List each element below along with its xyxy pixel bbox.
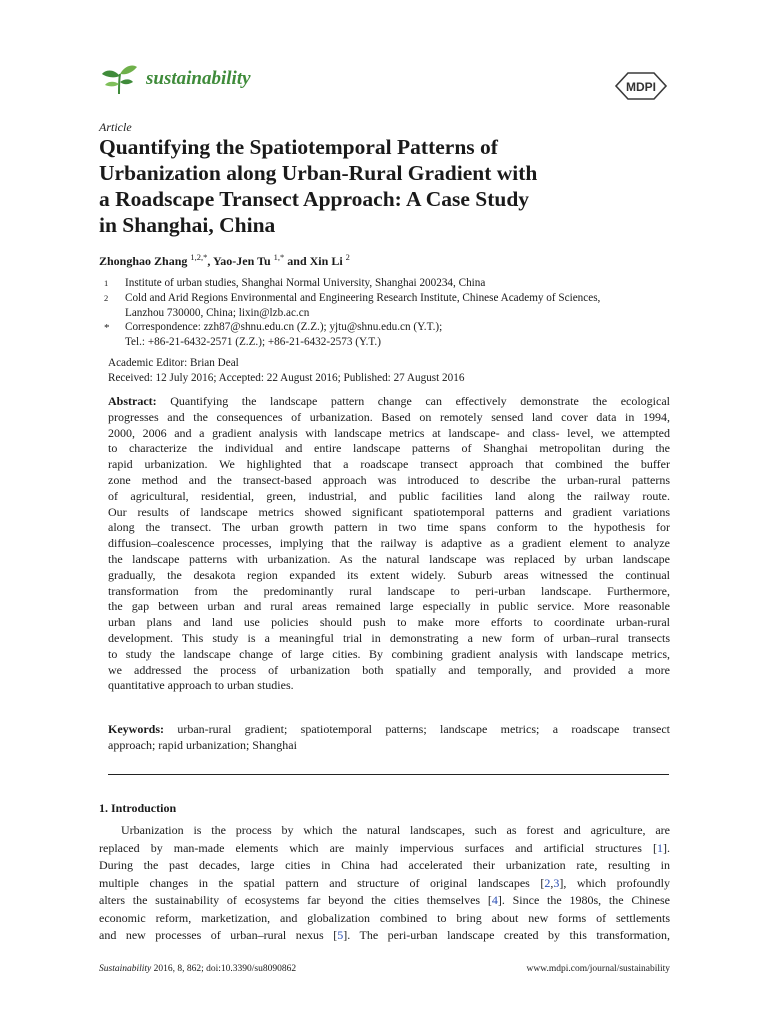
title-line: Urbanization along Urban-Rural Gradient with xyxy=(99,161,538,185)
intro-line-0 xyxy=(99,822,670,840)
abstract-line: the gap between urban and rural areas remained large especially in public service. More reasonable xyxy=(108,599,670,614)
mdpi-logo-text: MDPI xyxy=(626,80,656,94)
citation-footer xyxy=(99,964,296,974)
introduction-paragraph xyxy=(99,822,670,945)
abstract-line: the landscape patterns with urbanization. As the natural landscape was replaced by urban landscape xyxy=(108,551,670,566)
correspondence-cont xyxy=(0,335,768,351)
section-heading-introduction: 1. Introduction xyxy=(99,801,177,815)
abstract-line: gradually, the desakota region expanded its extent widely. Suburb areas witnessed the continual xyxy=(108,567,670,582)
section-divider xyxy=(108,774,669,775)
author-name: Xin Li xyxy=(309,254,343,268)
intro-text: multiple changes in the spatial pattern and structure of original landscapes [ xyxy=(99,875,545,890)
abstract xyxy=(108,394,670,694)
correspondence xyxy=(0,320,768,336)
intro-line-5 xyxy=(99,910,670,928)
citation-ref-link[interactable]: 1 xyxy=(657,840,663,855)
citation-details: 2016, 8, 862; doi:10.3390/su8090862 xyxy=(151,964,297,974)
author-affil: 1,2,* xyxy=(190,252,208,262)
abstract-line: zone method and the transect-based approach was introduced to describe the urban-rural patterns xyxy=(108,472,670,487)
keywords-line: approach; rapid urbanization; Shanghai xyxy=(108,737,297,752)
intro-text: ]. The peri-urban landscape created by this transformation, xyxy=(343,928,670,942)
keywords-line: Keywords: urban-rural gradient; spatiotemporal patterns; landscape metrics; a roadscape transect xyxy=(108,722,671,736)
author-list: Zhonghao Zhang $^{1,2,*}$, Yao-Jen Tu $^{1,*}$ and Xin Li $^2$ xyxy=(99,252,350,268)
citation-ref-link[interactable]: 4 xyxy=(491,893,498,907)
intro-line-2 xyxy=(99,857,670,875)
intro-text: ], which profoundly xyxy=(559,875,670,890)
journal-url-link[interactable]: www.mdpi.com/journal/sustainability xyxy=(526,964,670,974)
intro-text: ]. Since the 1980s, the Chinese xyxy=(497,893,670,907)
intro-line-1 xyxy=(99,840,670,858)
abstract-line: along the transect. The urban growth pattern in two time spans conform to the hypothesis for xyxy=(108,520,670,535)
sustainability-logo xyxy=(99,62,139,96)
title-line: a Roadscape Transect Approach: A Case Study xyxy=(99,187,530,211)
abstract-line: to characterize the individual and entire landscape patterns of Shanghai metropolitan during the xyxy=(108,441,670,456)
abstract-line: Abstract: Quantifying the landscape pattern change can effectively demonstrate the ecological xyxy=(108,394,670,408)
abstract-line: Our results of landscape metrics showed significant spatiotemporal patterns and gradient variations xyxy=(108,504,670,519)
affiliation-number: 1 xyxy=(104,278,109,288)
article-type: Article xyxy=(99,120,132,134)
affiliation-text: Lanzhou 730000, China; lixin@lzb.ac.cn xyxy=(125,307,310,319)
affiliation-1 xyxy=(0,276,768,292)
intro-text: , xyxy=(550,875,554,890)
intro-text: replaced by man-made elements which are mainly impervious surfaces and artificial structures [ xyxy=(99,840,657,855)
abstract-line: quantitative approach to urban studies. xyxy=(108,678,294,693)
abstract-line: urban plans and land use policies should push to make more efforts to coordinate urban-rural xyxy=(108,615,670,630)
author-affil: 1,* xyxy=(273,252,285,262)
citation-ref-link[interactable]: 5 xyxy=(337,928,344,942)
abstract-line: progresses and the consequences of urbanization. Based on remotely sensed land cover data in 1994, xyxy=(108,409,670,424)
author-name: Zhonghao Zhang xyxy=(99,254,188,268)
affiliation-text: Institute of urban studies, Shanghai Normal University, Shanghai 200234, China xyxy=(125,277,486,289)
affiliation-number: 2 xyxy=(104,293,109,303)
academic-editor: Academic Editor: Brian Deal xyxy=(108,357,239,369)
author-name: Yao-Jen Tu xyxy=(212,254,271,268)
intro-text: ]. xyxy=(663,840,670,855)
abstract-line: rapid urbanization. We highlighted that a roadscape transect approach that combined the buffer xyxy=(108,457,670,472)
intro-text: alters the sustainability of ecosystems far beyond the cities themselves [ xyxy=(99,893,492,907)
abstract-line: development. This study is a meaningful trial in demonstrating a new form of urban–rural transects xyxy=(108,630,670,645)
intro-text: economic reform, marketization, and globalization combined to bring about new forms of settlements xyxy=(99,910,670,925)
article-title xyxy=(99,134,679,238)
intro-text: and new processes of urban–rural nexus [ xyxy=(99,928,338,942)
keywords-label: Keywords: xyxy=(108,722,164,736)
author-affil: 2 xyxy=(345,252,350,262)
intro-text: Urbanization is the process by which the natural landscapes, such as forest and agriculture, are xyxy=(121,823,670,837)
title-line: Quantifying the Spatiotemporal Patterns of xyxy=(99,135,498,159)
abstract-line: of agricultural, residential, green, industrial, and public facilities land along the railway route. xyxy=(108,488,670,503)
intro-line-4 xyxy=(99,892,670,910)
affiliation-2 xyxy=(0,291,768,307)
keywords xyxy=(108,722,670,754)
intro-line-6 xyxy=(99,927,670,945)
title-line: in Shanghai, China xyxy=(99,213,276,237)
intro-line-3 xyxy=(99,875,670,893)
abstract-line: 2000, 2006 and a gradient analysis with landscape metrics at landscape- and class- level, we attempted xyxy=(108,425,670,440)
abstract-line: transformation from the predominantly rural landscape to peri-urban landscape. Furthermore, xyxy=(108,583,670,598)
publication-dates: Received: 12 July 2016; Accepted: 22 August 2016; Published: 27 August 2016 xyxy=(108,372,465,384)
correspondence-text: Correspondence: zzh87@shnu.edu.cn (Z.Z.); yjtu@shnu.edu.cn (Y.T.); xyxy=(125,321,443,333)
correspondence-text: Tel.: +86-21-6432-2571 (Z.Z.); +86-21-6432-2573 (Y.T.) xyxy=(125,336,381,348)
citation-ref-link[interactable]: 2 xyxy=(544,875,551,890)
mdpi-logo xyxy=(614,71,668,101)
citation-journal: Sustainability xyxy=(99,964,152,974)
abstract-line: to study the landscape change of large cities. By combining gradient analysis with landscape metrics, xyxy=(108,646,670,661)
intro-text: During the past decades, large cities in China had accelerated their urbanization rate, resulting in xyxy=(99,858,670,872)
abstract-label: Abstract: xyxy=(108,394,157,408)
abstract-line: diffusion–coalescence processes, implying that the railway is adaptive as a gradient element to analyze xyxy=(108,536,670,551)
affiliation-text: Cold and Arid Regions Environmental and Engineering Research Institute, Chinese Academy of Sciences, xyxy=(125,292,601,304)
abstract-line: we addressed the process of urbanization both spatially and temporally, and provided a more xyxy=(108,662,670,677)
journal-name: sustainability xyxy=(146,68,251,89)
correspondence-marker: * xyxy=(104,322,110,334)
citation-ref-link[interactable]: 3 xyxy=(553,875,560,890)
